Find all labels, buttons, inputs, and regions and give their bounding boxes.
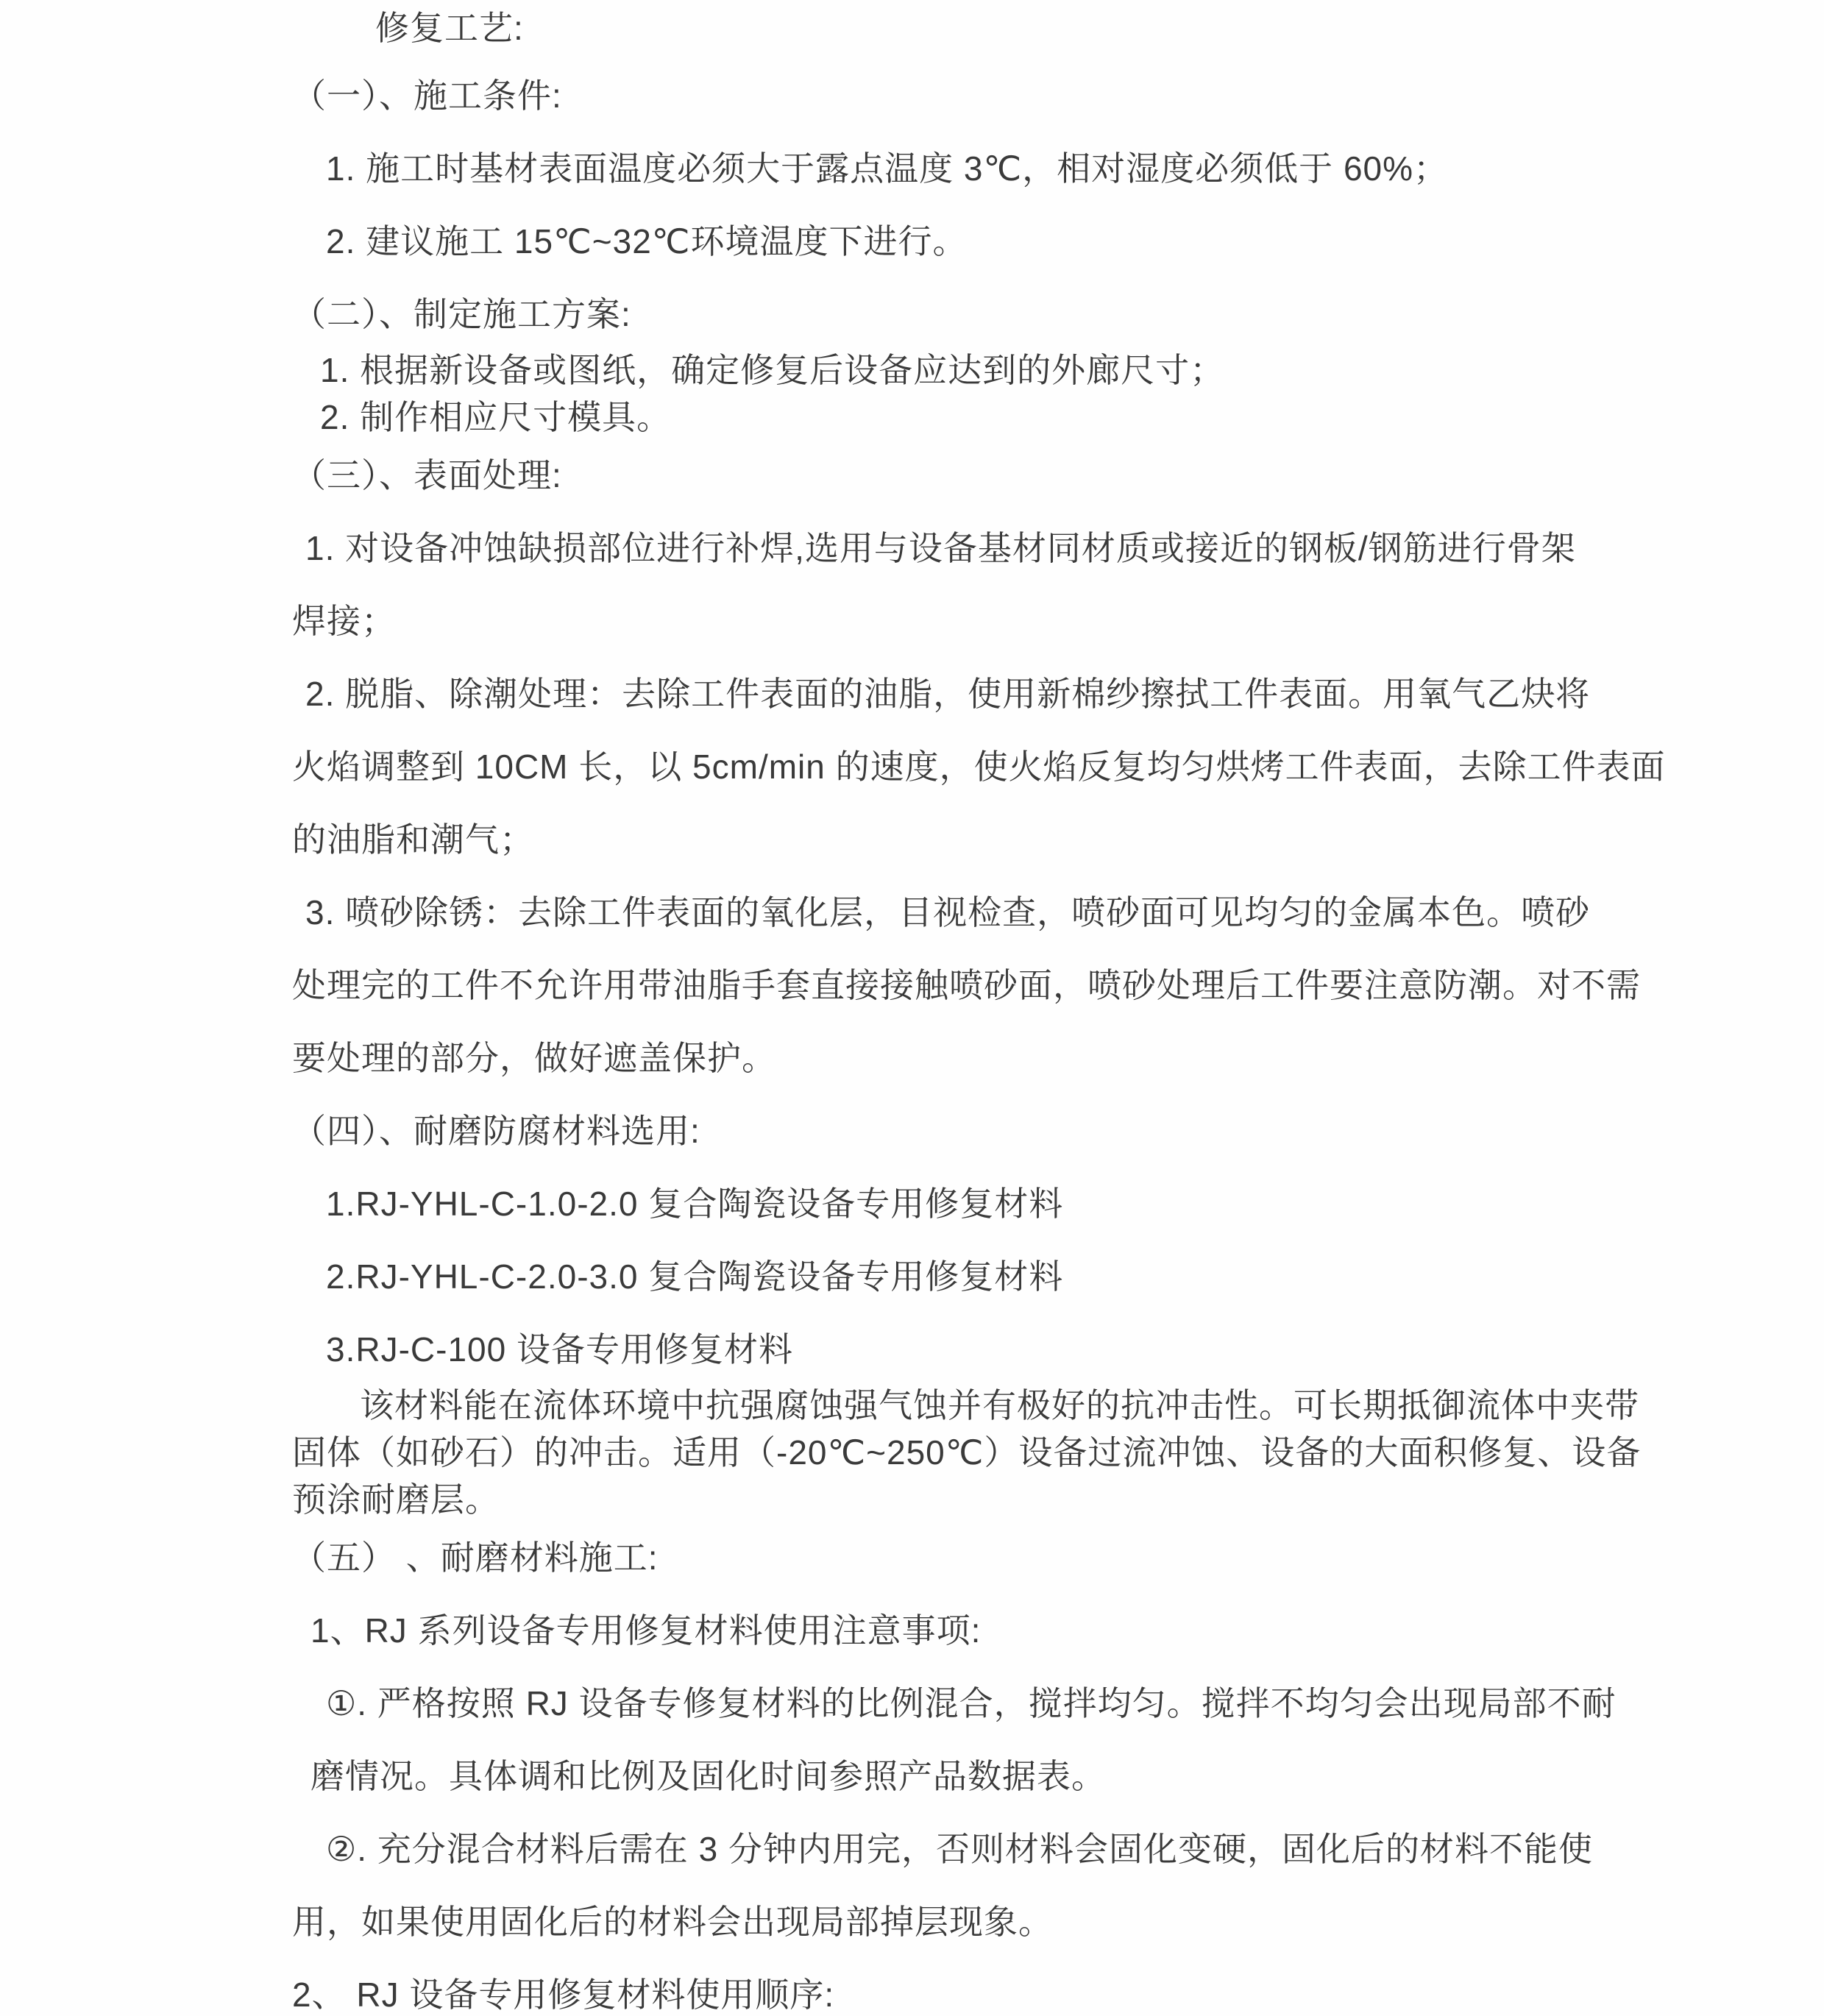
text-line: 1、RJ 系列设备专用修复材料使用注意事项: xyxy=(310,1611,982,1650)
text-line: 1. 施工时基材表面温度必须大于露点温度 3℃，相对湿度必须低于 60%； xyxy=(326,149,1449,188)
text-line: 3.RJ-C-100 设备专用修复材料 xyxy=(326,1330,793,1369)
section-heading: （二）、制定施工方案: xyxy=(292,295,631,333)
text-line: 2. 制作相应尺寸模具。 xyxy=(320,398,672,436)
text-line: 1. 对设备冲蚀缺损部位进行补焊,选用与设备基材同材质或接近的钢板/钢筋进行骨架 xyxy=(305,529,1576,567)
text-line: 2. 脱脂、除潮处理：去除工件表面的油脂，使用新棉纱擦拭工件表面。用氧气乙炔将 xyxy=(305,675,1591,713)
text-line: ②. 充分混合材料后需在 3 分钟内用完，否则材料会固化变硬，固化后的材料不能使 xyxy=(326,1830,1593,1868)
document-title: 修复工艺: xyxy=(375,9,524,47)
text-line: 3. 喷砂除锈：去除工件表面的氧化层，目视检查，喷砂面可见均匀的金属本色。喷砂 xyxy=(305,893,1591,931)
section-heading: （三）、表面处理: xyxy=(292,456,562,494)
section-heading: 2、 RJ 设备专用修复材料使用顺序: xyxy=(292,1976,835,2014)
text-line: 的油脂和潮气； xyxy=(292,820,534,859)
text-line: 火焰调整到 10CM 长，以 5cm/min 的速度，使火焰反复均匀烘烤工件表面，去除工件表面 xyxy=(292,748,1666,786)
text-line: 1.RJ-YHL-C-1.0-2.0 复合陶瓷设备专用修复材料 xyxy=(326,1185,1064,1223)
text-line: 处理完的工件不允许用带油脂手套直接接触喷砂面，喷砂处理后工件要注意防潮。对不需 xyxy=(292,966,1641,1004)
text-line: 1. 根据新设备或图纸，确定修复后设备应达到的外廊尺寸； xyxy=(320,351,1225,389)
text-line: 磨情况。具体调和比例及固化时间参照产品数据表。 xyxy=(310,1757,1106,1795)
text-line: 用，如果使用固化后的材料会出现局部掉层现象。 xyxy=(292,1903,1053,1941)
text-line: 2.RJ-YHL-C-2.0-3.0 复合陶瓷设备专用修复材料 xyxy=(326,1257,1064,1296)
text-line: 固体（如砂石）的冲击。适用（-20℃~250℃）设备过流冲蚀、设备的大面积修复、设备 xyxy=(292,1433,1642,1472)
text-line: 2. 建议施工 15℃~32℃环境温度下进行。 xyxy=(326,222,968,260)
text-line: 该材料能在流体环境中抗强腐蚀强气蚀并有极好的抗冲击性。可长期抵御流体中夹带 xyxy=(360,1386,1639,1424)
section-heading: （五） 、耐磨材料施工: xyxy=(292,1538,659,1577)
section-heading: （一）、施工条件: xyxy=(292,77,562,115)
text-line: 预涂耐磨层。 xyxy=(292,1480,500,1519)
section-heading: （四）、耐磨防腐材料选用: xyxy=(292,1112,700,1150)
text-line: 要处理的部分，做好遮盖保护。 xyxy=(292,1039,776,1077)
text-line: ①. 严格按照 RJ 设备专修复材料的比例混合，搅拌均匀。搅拌不均匀会出现局部不耐 xyxy=(326,1684,1617,1722)
text-line: 焊接； xyxy=(292,602,396,640)
